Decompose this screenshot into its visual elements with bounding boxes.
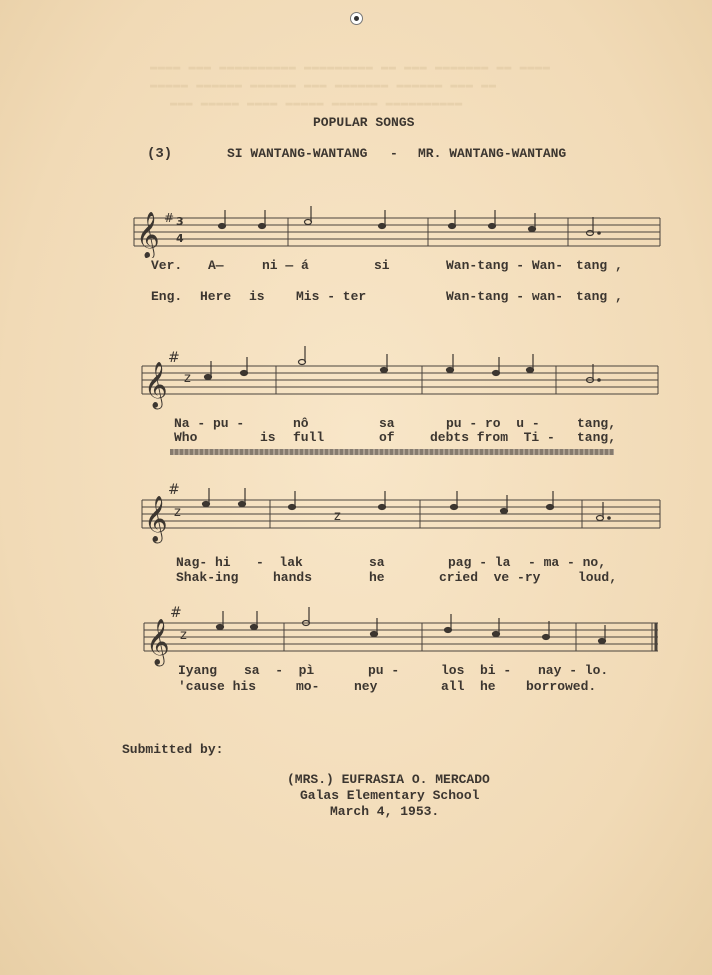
lyric-syllable: he	[369, 570, 385, 585]
song-title: SI WANTANG-WANTANG	[227, 146, 368, 161]
lyric-syllable: loud,	[578, 570, 618, 585]
svg-text:4: 4	[176, 232, 184, 245]
lyric-syllable: tang,	[577, 430, 617, 445]
lyric-syllable: Wan-tang - wan-	[446, 289, 564, 304]
verse-1-eng-label: Eng.	[151, 289, 183, 304]
song-number: (3)	[147, 146, 173, 162]
music-staff-3	[138, 480, 668, 550]
lyric-syllable: all he	[441, 679, 496, 694]
lyric-syllable: of	[379, 430, 395, 445]
svg-text:#: #	[168, 350, 180, 366]
lyric-syllable: tang ,	[576, 289, 623, 304]
lyric-syllable: ney	[354, 679, 378, 694]
lyric-syllable: - ma - no,	[528, 555, 607, 570]
svg-text:z: z	[334, 509, 341, 524]
lyric-syllable: debts from Ti -	[430, 430, 555, 445]
lyric-syllable: Na - pu -	[174, 416, 245, 431]
lyric-syllable: pu -	[368, 663, 400, 678]
lyric-syllable: tang ,	[576, 258, 623, 273]
lyric-syllable: Here	[200, 289, 232, 304]
lyric-syllable: Wan-tang - Wan-	[446, 258, 564, 273]
lyric-syllable: si	[374, 258, 390, 273]
music-staff-1	[130, 198, 670, 258]
lyric-syllable: is	[249, 289, 265, 304]
lyric-syllable: Iyang	[178, 663, 218, 678]
lyric-syllable: ni — á	[262, 258, 309, 273]
submitter-name: (MRS.) EUFRASIA O. MERCADO	[287, 772, 490, 787]
lyric-syllable: Mis - ter	[296, 289, 367, 304]
svg-text:z: z	[180, 628, 187, 643]
svg-text:3: 3	[176, 215, 184, 228]
lyric-syllable: borrowed.	[526, 679, 597, 694]
lyric-syllable: mo-	[296, 679, 320, 694]
svg-text:z: z	[174, 505, 181, 520]
svg-text:𝄞: 𝄞	[144, 362, 168, 408]
song-title-english: MR. WANTANG-WANTANG	[418, 146, 567, 161]
lyric-syllable: 'cause his	[178, 679, 257, 694]
lyric-syllable: full	[293, 430, 325, 445]
lyric-syllable: pag - la	[448, 555, 511, 570]
bleed-through-text: ▬▬▬▬ ▬▬▬ ▬▬▬▬▬▬▬▬▬▬ ▬▬▬▬▬▬▬▬▬ ▬▬ ▬▬▬ ▬▬▬▬▬▬▬ ▬▬ ▬▬▬▬	[150, 60, 551, 74]
bleed-through-text: ▬▬▬ ▬▬▬▬▬ ▬▬▬▬ ▬▬▬▬▬ ▬▬▬▬▬▬ ▬▬▬▬▬▬▬▬▬▬	[170, 96, 463, 110]
binder-hole-icon	[350, 12, 363, 25]
verse-1-label: Ver.	[151, 258, 183, 273]
struck-out-line	[170, 449, 614, 455]
lyric-syllable: nay - lo.	[538, 663, 609, 678]
lyric-syllable: Nag- hi	[176, 555, 231, 570]
svg-text:𝄞: 𝄞	[146, 619, 170, 665]
svg-text:#: #	[168, 482, 180, 498]
lyric-syllable: - lak	[256, 555, 303, 570]
lyric-syllable: sa - pì	[244, 663, 315, 678]
submission-date: March 4, 1953.	[330, 804, 440, 819]
lyric-syllable: nô	[293, 416, 309, 431]
music-staff-4	[140, 603, 670, 668]
lyric-syllable: sa	[379, 416, 395, 431]
lyric-syllable: hands	[273, 570, 313, 585]
lyric-syllable: Who	[174, 430, 198, 445]
title-dash: -	[390, 146, 398, 161]
lyric-syllable: sa	[369, 555, 385, 570]
music-staff-2	[138, 340, 668, 410]
lyric-syllable: cried ve -ry	[439, 570, 541, 585]
lyric-syllable: Shak-ing	[176, 570, 239, 585]
section-heading: POPULAR SONGS	[313, 115, 415, 130]
svg-text:z: z	[184, 371, 191, 386]
svg-text:#: #	[164, 211, 175, 225]
svg-text:𝄞: 𝄞	[144, 496, 168, 542]
lyric-syllable: tang,	[577, 416, 617, 431]
lyric-syllable: A—	[208, 258, 224, 273]
lyric-syllable: los bi -	[441, 663, 512, 678]
bleed-through-text: ▬▬▬▬▬ ▬▬▬▬▬▬ ▬▬▬▬▬▬ ▬▬▬ ▬▬▬▬▬▬▬ ▬▬▬▬▬▬ ▬▬▬ ▬▬	[150, 78, 497, 92]
lyric-syllable: pu - ro u -	[446, 416, 540, 431]
submitted-by-label: Submitted by:	[122, 742, 224, 757]
submitter-school: Galas Elementary School	[300, 788, 480, 803]
svg-text:#: #	[170, 605, 182, 621]
lyric-syllable: is	[260, 430, 276, 445]
svg-text:𝄞: 𝄞	[136, 212, 160, 258]
